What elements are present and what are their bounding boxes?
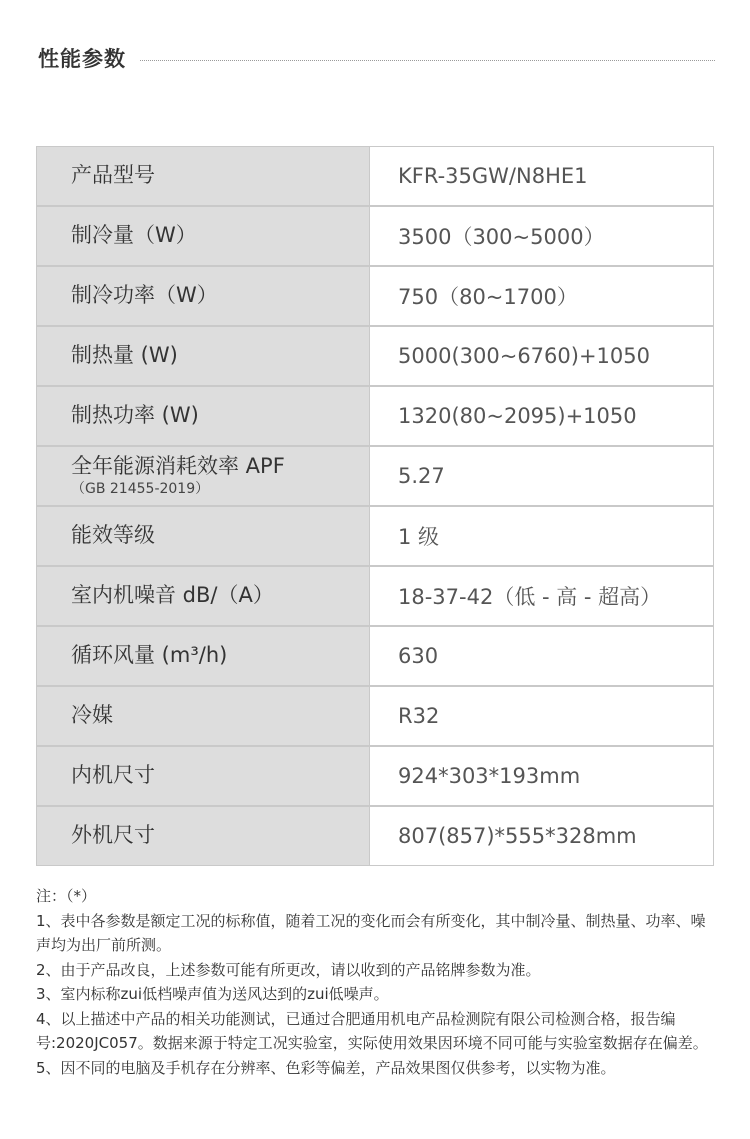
spec-table bbox=[36, 146, 714, 866]
spec-row-cooling-power bbox=[37, 266, 714, 326]
spec-value: 630 bbox=[370, 626, 714, 686]
spec-value: 5.27 bbox=[370, 446, 714, 506]
spec-row-efficiency-grade bbox=[37, 506, 714, 566]
spec-sublabel: （GB 21455-2019） bbox=[71, 481, 210, 498]
title-divider bbox=[140, 60, 715, 61]
spec-label: 室内机噪音 dB/（A） bbox=[37, 566, 370, 626]
spec-value: 1320(80~2095)+1050 bbox=[370, 386, 714, 446]
spec-label: 全年能源消耗效率 APF bbox=[71, 454, 285, 478]
spec-row-cooling-capacity bbox=[37, 206, 714, 266]
notes-heading: 注：（*） bbox=[36, 887, 97, 905]
spec-label: 制热量 (W) bbox=[37, 326, 370, 386]
spec-value: 750（80~1700） bbox=[370, 266, 714, 326]
spec-value: 924*303*193mm bbox=[370, 746, 714, 806]
notes bbox=[36, 884, 720, 1080]
note-item: 1、表中各参数是额定工况的标称值，随着工况的变化而会有所变化，其中制冷量、制热量、功率、噪声均为出厂前所测。 bbox=[36, 911, 706, 954]
spec-value: R32 bbox=[370, 686, 714, 746]
spec-row-indoor-size bbox=[37, 746, 714, 806]
spec-value: 5000(300~6760)+1050 bbox=[370, 326, 714, 386]
note-item: 5、因不同的电脑及手机存在分辨率、色彩等偏差，产品效果图仅供参考，以实物为准。 bbox=[36, 1058, 616, 1077]
spec-value: 3500（300~5000） bbox=[370, 206, 714, 266]
spec-row-indoor-noise bbox=[37, 566, 714, 626]
spec-value: KFR-35GW/N8HE1 bbox=[370, 147, 714, 207]
section-title: 性能参数 bbox=[38, 47, 126, 71]
note-item: 3、室内标称zui低档噪声值为送风达到的zui低噪声。 bbox=[36, 985, 389, 1003]
spec-row-apf bbox=[37, 446, 714, 506]
spec-label: 循环风量 (m³/h) bbox=[37, 626, 370, 686]
spec-label-apf bbox=[37, 446, 370, 506]
note-item: 2、由于产品改良，上述参数可能有所更改，请以收到的产品铭牌参数为准。 bbox=[36, 960, 541, 979]
spec-label: 外机尺寸 bbox=[37, 806, 370, 866]
spec-label: 制冷功率（W） bbox=[37, 266, 370, 326]
spec-row-heating-power bbox=[37, 386, 714, 446]
spec-row-refrigerant bbox=[37, 686, 714, 746]
spec-row-model bbox=[37, 147, 714, 207]
section-header bbox=[38, 40, 715, 76]
spec-label: 产品型号 bbox=[37, 147, 370, 207]
spec-label: 能效等级 bbox=[37, 506, 370, 566]
note-item: 4、以上描述中产品的相关功能测试，已通过合肥通用机电产品检测院有限公司检测合格，报告编号:2020JC057。数据来源于特定工况实验室，实际使用效果因环境不同可能与实验室数据存在偏差。 bbox=[36, 1009, 708, 1052]
spec-label: 制冷量（W） bbox=[37, 206, 370, 266]
spec-value: 1 级 bbox=[370, 506, 714, 566]
spec-row-airflow bbox=[37, 626, 714, 686]
spec-row-outdoor-size bbox=[37, 806, 714, 866]
spec-label: 冷媒 bbox=[37, 686, 370, 746]
spec-value: 18-37-42（低 - 高 - 超高） bbox=[370, 566, 714, 626]
spec-row-heating-capacity bbox=[37, 326, 714, 386]
spec-value: 807(857)*555*328mm bbox=[370, 806, 714, 866]
spec-label: 制热功率 (W) bbox=[37, 386, 370, 446]
spec-label: 内机尺寸 bbox=[37, 746, 370, 806]
